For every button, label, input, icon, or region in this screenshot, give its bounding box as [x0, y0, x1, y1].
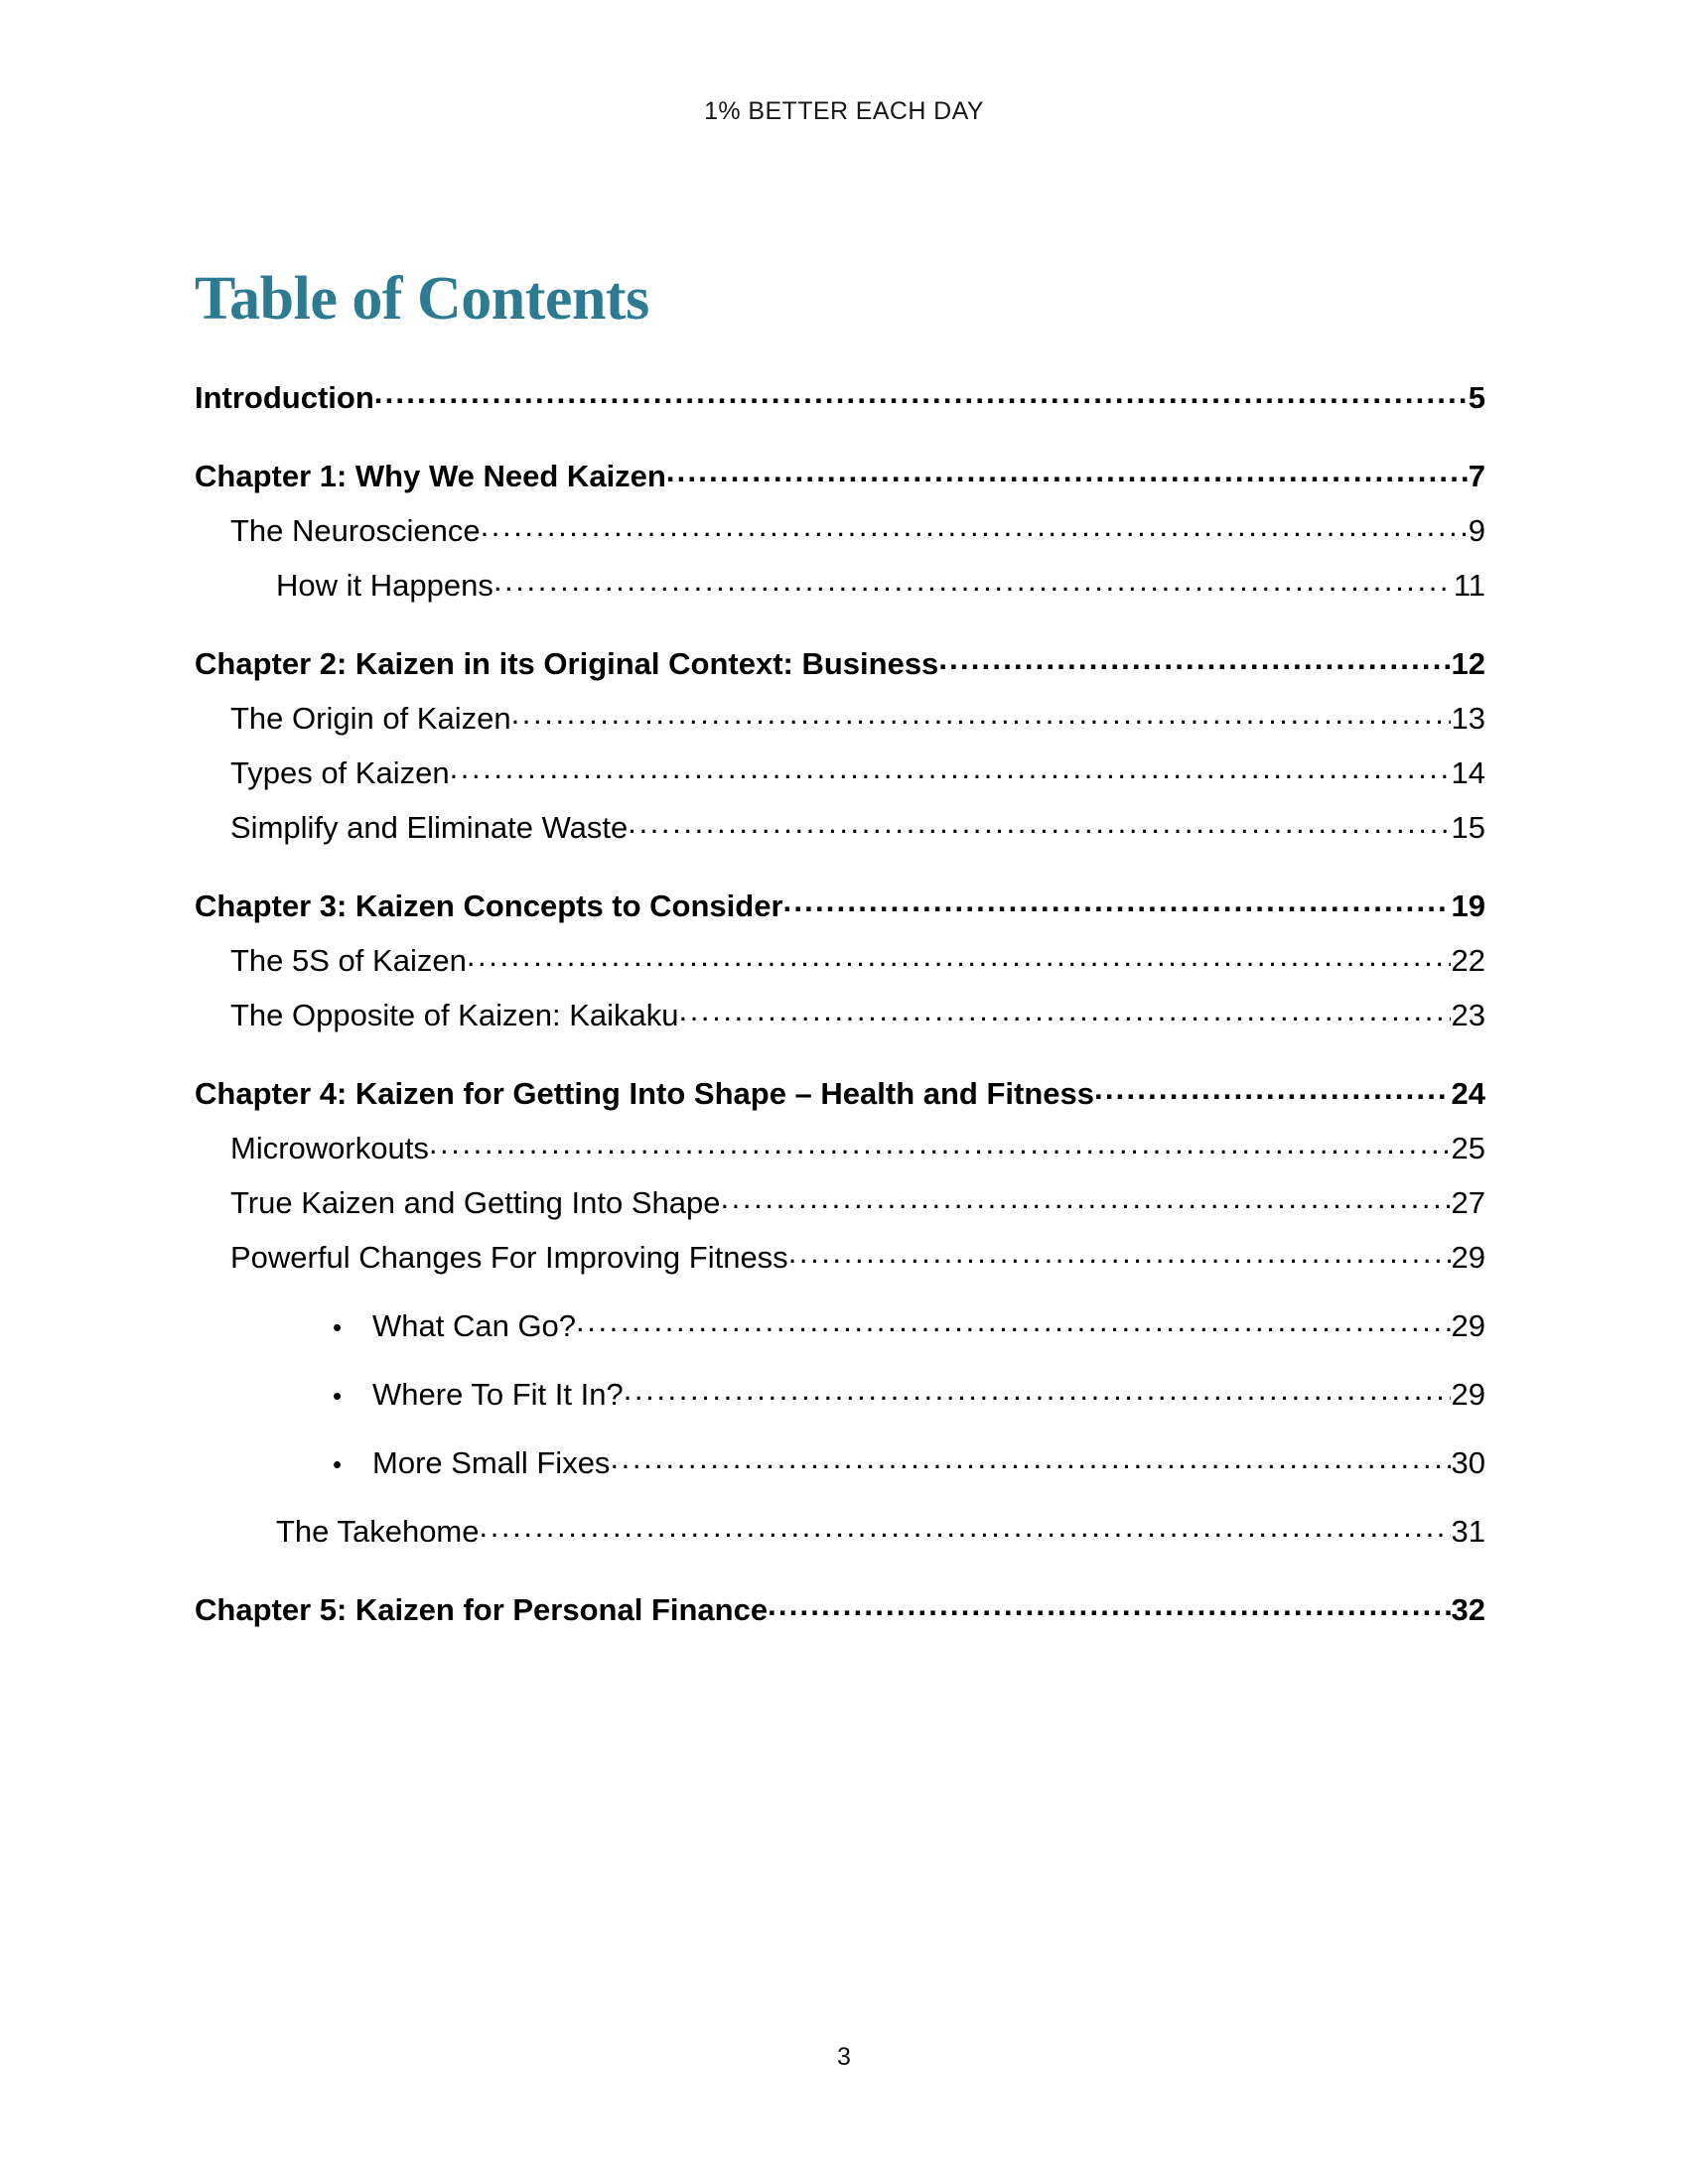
toc-entry-page-number: 29	[1451, 1240, 1485, 1275]
toc-entry[interactable]	[195, 1133, 1485, 1163]
bullet-glyph: •	[333, 1381, 343, 1411]
entry-spacer	[195, 679, 1485, 703]
toc-entry[interactable]	[195, 382, 1485, 413]
toc-entry[interactable]	[195, 1594, 1485, 1625]
toc-entry-page-number: 13	[1451, 701, 1485, 736]
toc-entry[interactable]	[195, 1078, 1485, 1109]
entry-spacer	[195, 1478, 1485, 1516]
toc-entry[interactable]	[195, 515, 1485, 546]
toc-entry[interactable]	[195, 703, 1485, 734]
toc-entry-page-number: 15	[1451, 810, 1485, 845]
entry-spacer	[195, 491, 1485, 515]
dot-leader	[511, 713, 1451, 729]
toc-entry-label: Chapter 2: Kaizen in its Original Context: Business	[195, 646, 939, 681]
dot-leader	[666, 471, 1468, 486]
toc-entry-label: Introduction	[195, 380, 374, 415]
toc-entry[interactable]	[195, 945, 1485, 976]
toc-entry[interactable]	[195, 1310, 1485, 1341]
toc-entry-label: Powerful Changes For Improving Fitness	[230, 1240, 788, 1275]
toc-entry-label: Types of Kaizen	[230, 755, 450, 790]
page-title: Table of Contents	[195, 264, 649, 333]
toc-entry-page-number: 7	[1468, 459, 1485, 493]
dot-leader	[624, 1389, 1451, 1405]
toc-entry-label: True Kaizen and Getting Into Shape	[230, 1185, 721, 1220]
dot-leader	[628, 822, 1450, 838]
toc-entry-page-number: 25	[1451, 1131, 1485, 1165]
entry-spacer	[195, 1163, 1485, 1187]
toc-entry-page-number: 11	[1453, 568, 1485, 603]
entry-spacer	[195, 1273, 1485, 1310]
toc-entry-label: The Neuroscience	[230, 513, 481, 548]
entry-spacer	[195, 1109, 1485, 1133]
toc-entry-page-number: 5	[1468, 380, 1485, 415]
dot-leader	[576, 1320, 1450, 1336]
dot-leader	[493, 580, 1453, 596]
toc-entry[interactable]	[195, 461, 1485, 491]
toc-entry-page-number: 31	[1451, 1514, 1485, 1549]
toc-entry-label: What Can Go?	[372, 1308, 577, 1343]
toc-entry[interactable]	[195, 1516, 1485, 1547]
dot-leader	[720, 1197, 1450, 1213]
toc-entry-label: The Origin of Kaizen	[230, 701, 511, 736]
bullet-icon	[276, 1451, 372, 1477]
toc-entry-label: Chapter 4: Kaizen for Getting Into Shape – Health and Fitness	[195, 1076, 1095, 1111]
entry-spacer	[195, 601, 1485, 648]
toc-entry-page-number: 24	[1451, 1076, 1485, 1111]
dot-leader	[374, 392, 1468, 408]
toc-entry[interactable]	[195, 757, 1485, 788]
toc-entry-label: Simplify and Eliminate Waste	[230, 810, 629, 845]
toc-entry-label: Chapter 5: Kaizen for Personal Finance	[195, 1592, 769, 1627]
toc-entry-label: The Takehome	[276, 1514, 480, 1549]
toc-entry[interactable]	[195, 812, 1485, 843]
bullet-icon	[276, 1383, 372, 1409]
footer-page-number: 3	[837, 2043, 851, 2071]
toc-entry-page-number: 12	[1451, 646, 1485, 681]
toc-entry-page-number: 29	[1451, 1308, 1485, 1343]
entry-spacer	[195, 1030, 1485, 1078]
entry-spacer	[195, 843, 1485, 890]
dot-leader	[610, 1457, 1450, 1473]
toc-entry[interactable]	[195, 570, 1485, 601]
table-of-contents-list	[195, 382, 1485, 1625]
toc-entry-page-number: 22	[1451, 943, 1485, 978]
toc-entry[interactable]	[195, 1000, 1485, 1030]
entry-spacer	[195, 1218, 1485, 1242]
dot-leader	[450, 767, 1451, 783]
dot-leader	[783, 900, 1451, 916]
entry-spacer	[195, 921, 1485, 945]
entry-spacer	[195, 1547, 1485, 1594]
toc-entry-label: The 5S of Kaizen	[230, 943, 467, 978]
entry-spacer	[195, 734, 1485, 757]
toc-entry-label: Chapter 3: Kaizen Concepts to Consider	[195, 888, 783, 923]
toc-entry-page-number: 32	[1451, 1592, 1485, 1627]
entry-spacer	[195, 1341, 1485, 1379]
toc-entry-label: Microworkouts	[230, 1131, 429, 1165]
toc-entry-page-number: 23	[1451, 998, 1485, 1032]
toc-entry[interactable]	[195, 890, 1485, 921]
toc-entry[interactable]	[195, 1379, 1485, 1410]
entry-spacer	[195, 546, 1485, 570]
dot-leader	[480, 1526, 1451, 1542]
toc-entry-page-number: 19	[1451, 888, 1485, 923]
toc-entry-label: The Opposite of Kaizen: Kaikaku	[230, 998, 679, 1032]
toc-entry[interactable]	[195, 648, 1485, 679]
toc-entry-page-number: 9	[1468, 513, 1485, 548]
dot-leader	[481, 525, 1468, 541]
toc-entry[interactable]	[195, 1242, 1485, 1273]
dot-leader	[1094, 1088, 1451, 1104]
bullet-glyph: •	[333, 1312, 343, 1342]
toc-entry-label: How it Happens	[276, 568, 493, 603]
toc-entry-label: More Small Fixes	[372, 1445, 611, 1480]
dot-leader	[429, 1143, 1451, 1159]
dot-leader	[768, 1604, 1450, 1620]
toc-entry-page-number: 29	[1451, 1377, 1485, 1412]
toc-entry-label: Chapter 1: Why We Need Kaizen	[195, 459, 666, 493]
dot-leader	[788, 1252, 1451, 1268]
toc-entry-page-number: 27	[1451, 1185, 1485, 1220]
entry-spacer	[195, 1410, 1485, 1447]
toc-entry[interactable]	[195, 1187, 1485, 1218]
dot-leader	[938, 658, 1450, 674]
running-header: 1% BETTER EACH DAY	[704, 97, 984, 125]
toc-entry[interactable]	[195, 1447, 1485, 1478]
bullet-icon	[276, 1314, 372, 1340]
dot-leader	[678, 1010, 1450, 1025]
bullet-glyph: •	[333, 1449, 343, 1479]
entry-spacer	[195, 413, 1485, 461]
toc-entry-page-number: 30	[1451, 1445, 1485, 1480]
toc-entry-label: Where To Fit It In?	[372, 1377, 624, 1412]
entry-spacer	[195, 976, 1485, 1000]
dot-leader	[467, 955, 1451, 971]
toc-entry-page-number: 14	[1451, 755, 1485, 790]
entry-spacer	[195, 788, 1485, 812]
